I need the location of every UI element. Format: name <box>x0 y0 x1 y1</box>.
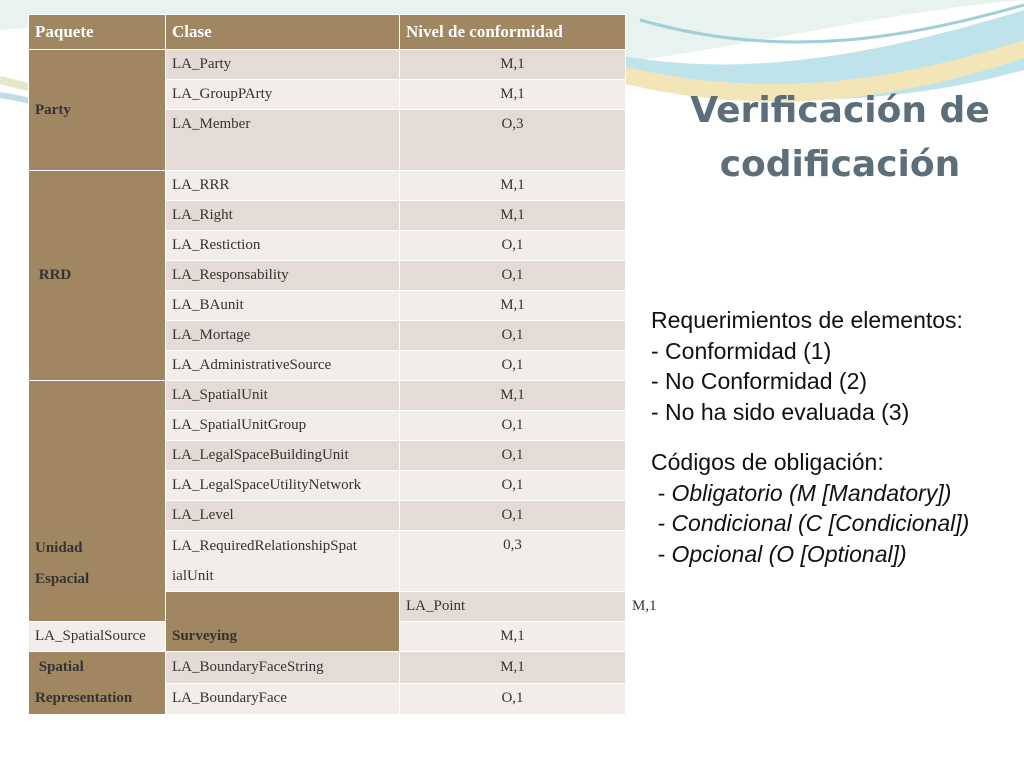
group-unidad-line2: Espacial <box>35 571 90 587</box>
class-cell: LA_LegalSpaceUtilityNetwork <box>166 471 400 501</box>
slide-title <box>640 84 1024 192</box>
group-unidad-espacial <box>29 381 166 622</box>
class-cell: LA_AdministrativeSource <box>166 351 400 381</box>
requirement-item: - No ha sido evaluada (3) <box>651 398 910 425</box>
slide-title-line2: codificación <box>719 144 961 185</box>
class-cell: LA_SpatialUnit <box>166 381 400 411</box>
class-cell: LA_LegalSpaceBuildingUnit <box>166 441 400 471</box>
class-cell: LA_Mortage <box>166 321 400 351</box>
class-cell: LA_Party <box>166 50 400 80</box>
table-row: Surveying LA_Point M,1 <box>29 592 626 622</box>
level-cell: O,1 <box>400 411 626 441</box>
table-row <box>29 171 626 201</box>
class-cell: LA_SpatialSource <box>29 622 166 652</box>
class-cell: LA_BAunit <box>166 291 400 321</box>
group-spatial-line1 <box>35 652 159 683</box>
group-surveying: Surveying <box>166 592 400 652</box>
class-cell: LA_Restiction <box>166 231 400 261</box>
class-cell: LA_Point <box>400 592 626 622</box>
header-class: Clase <box>166 15 400 50</box>
level-cell: M,1 <box>400 201 626 231</box>
level-cell: M,1 <box>400 291 626 321</box>
group-spatial-representation <box>29 652 166 715</box>
table-row <box>29 381 626 411</box>
level-cell: O,1 <box>400 471 626 501</box>
class-cell: LA_Right <box>166 201 400 231</box>
class-cell: LA_RRR <box>166 171 400 201</box>
level-cell: O,1 <box>400 351 626 381</box>
level-cell: O,1 <box>400 231 626 261</box>
level-cell: M,1 <box>400 50 626 80</box>
requirement-item: - No Conformidad (2) <box>651 368 868 394</box>
level-cell: M,1 <box>400 652 626 684</box>
class-cell-line1: LA_RequiredRelationshipSpat <box>172 538 357 554</box>
group-rrd-label: RRD <box>38 267 72 283</box>
class-cell: LA_Responsability <box>166 261 400 291</box>
class-cell: LA_Level <box>166 501 400 531</box>
level-cell: M,1 <box>400 171 626 201</box>
class-cell: LA_Member <box>166 110 400 171</box>
spacer <box>651 427 1021 447</box>
class-cell: LA_SpatialUnitGroup <box>166 411 400 441</box>
table-row <box>29 652 626 684</box>
level-cell: M,1 <box>400 381 626 411</box>
group-spatial-line1-text: Spatial <box>38 659 84 675</box>
codes-title: Códigos de obligación: <box>651 449 884 475</box>
level-cell: M,1 <box>400 80 626 110</box>
level-cell: O,1 <box>400 261 626 291</box>
code-item: - Condicional (C [Condicional]) <box>651 510 970 536</box>
requirement-item: - Conformidad (1) <box>651 337 832 364</box>
group-spatial-line2: Representation <box>35 690 133 706</box>
class-cell: LA_GroupPArty <box>166 80 400 110</box>
conformance-table <box>28 14 657 715</box>
level-cell: O,1 <box>400 441 626 471</box>
group-unidad-line1: Unidad <box>35 540 83 556</box>
code-item: - Obligatorio (M [Mandatory]) <box>651 479 952 506</box>
table-header-row <box>29 15 626 50</box>
code-item: - Opcional (O [Optional]) <box>651 540 907 567</box>
class-cell: LA_BoundaryFaceString <box>166 652 400 684</box>
class-cell: LA_BoundaryFace <box>166 683 400 715</box>
header-package: Paquete <box>29 15 166 50</box>
group-party: Party <box>29 50 166 171</box>
level-cell: 0,3 <box>400 531 626 592</box>
level-cell: O,1 <box>400 683 626 715</box>
class-cell-multiline <box>166 531 400 592</box>
level-cell: O,1 <box>400 321 626 351</box>
notes-panel <box>651 305 1021 569</box>
group-rrd <box>29 171 166 381</box>
requirements-title: Requerimientos de elementos: <box>651 307 963 333</box>
class-cell-line2: ialUnit <box>172 568 214 584</box>
level-cell: M,1 <box>400 622 626 652</box>
table-row <box>29 50 626 80</box>
slide-title-line1: Verificación de <box>690 90 990 131</box>
level-cell: O,3 <box>400 110 626 171</box>
header-level: Nivel de conformidad <box>400 15 626 50</box>
level-cell: O,1 <box>400 501 626 531</box>
